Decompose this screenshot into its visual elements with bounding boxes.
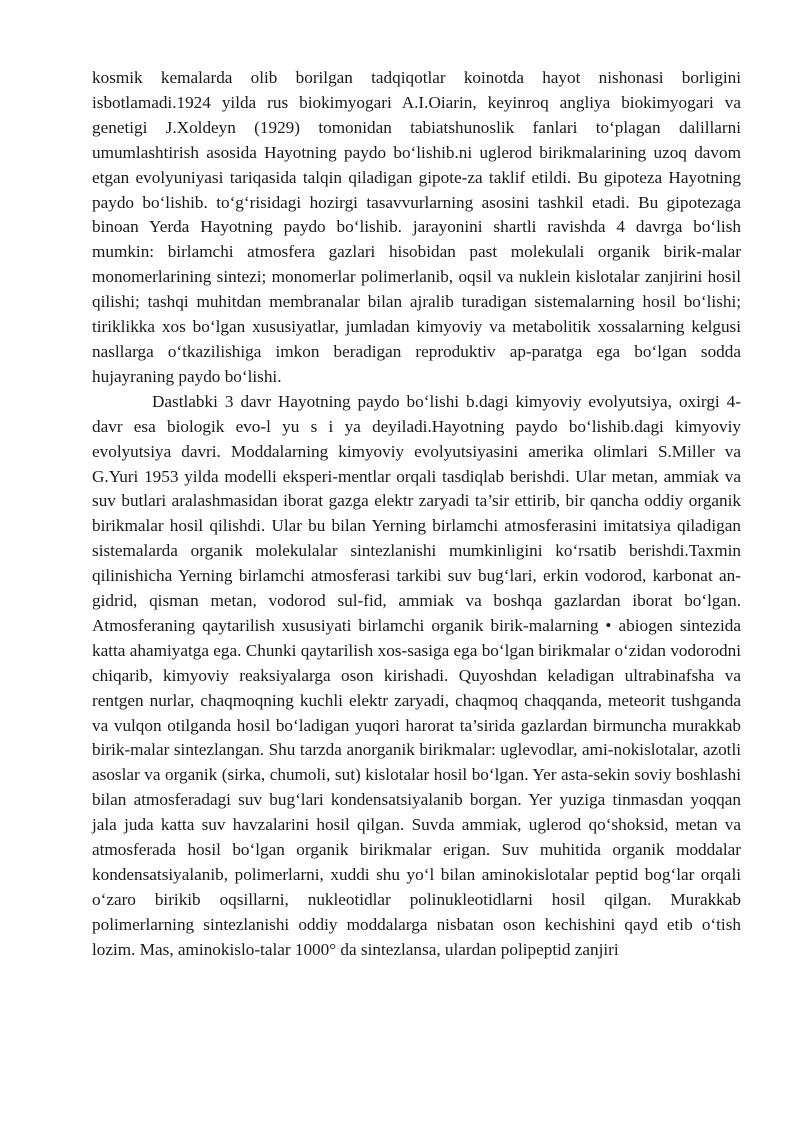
document-page [92,66,741,963]
paragraph-continuation: kosmik kemalarda olib borilgan tadqiqotlar koinotda hayot nishonasi borligini isbotlamadi.1924 yilda rus biokimyogari A.I.Oiarin, keyinroq angliya biokimyogari va genetigi J.Xoldeyn (1929) tomonidan tabiatshunoslik fanlari to‘plagan dalillarni umumlashtirish asosida Hayotning paydo bo‘lishib.ni uglerod birikmalarining uzoq davom etgan evolyuniyasi tariqasida talqin qiladigan gipote-za taklif etildi. Bu gipoteza Hayotning paydo bo‘lishib. to‘g‘risidagi hozirgi tasavvurlarning asosini tashkil etadi. Bu gipotezaga binoan Yerda Hayotning paydo bo‘lishib. jarayonini shartli ravishda 4 davrga bo‘lish mumkin: birlamchi atmosfera gazlari hisobidan past molekulali organik birik-malar monomerlarining sintezi; monomerlar polimerlanib, oqsil va nuklein kislotalar zanjirini hosil qilishi; tashqi muhitdan membranalar bilan ajralib turadigan sistemalarning hosil bo‘lishi; tiriklikka xos bo‘lgan xususiyatlar, jumladan kimyoviy va metabolitik xossalarning kelgusi nasllarga o‘tkazilishiga imkon beradigan reproduktiv ap-paratga ega bo‘lgan sodda hujayraning paydo bo‘lishi. [92,68,741,386]
paragraph-chemical-evolution: Dastlabki 3 davr Hayotning paydo bo‘lishi b.dagi kimyoviy evolyutsiya, oxirgi 4-davr esa biologik evo-l yu s i ya deyiladi.Hayotning paydo bo‘lishib.dagi kimyoviy evolyutsiya davri. Moddalarning kimyoviy evolyutsiyasini amerika olimlari S.Miller va G.Yuri 1953 yilda modelli eksperi-mentlar orqali tasdiqlab berishdi. Ular metan, ammiak va suv butlari aralashmasidan iborat gazga elektr zaryadi ta’sir ettirib, bir qancha oddiy organik birikmalar hosil qilishdi. Ular bu bilan Yerning birlamchi atmosferasini imitatsiya qiladigan sistemalarda organik molekulalar sintezlanishi mumkinligini ko‘rsatib berishdi.Taxmin qilinishicha Yerning birlamchi atmosferasi tarkibi suv bug‘lari, erkin vodorod, karbonat an-gidrid, qisman metan, vodorod sul-fid, ammiak va boshqa gazlardan iborat bo‘lgan. Atmosferaning qaytarilish xususiyati birlamchi organik birik-malarning • abiogen sintezida katta ahamiyatga ega. Chunki qaytarilish xos-sasiga ega bo‘lgan birikmalar o‘zidan vodorodni chiqarib, kimyoviy reaksiyalarga oson kirishadi. Quyoshdan keladigan ultrabinafsha va rentgen nurlar, chaqmoqning kuchli elektr zaryadi, chaqmoq chaqqanda, meteorit tushganda va vulqon otilganda hosil bo‘ladigan yuqori harorat ta’sirida gazlardan birmuncha murakkab birik-malar sintezlangan. Shu tarzda anorganik birikmalar: uglevodlar, ami-nokislotalar, azotli asoslar va organik (sirka, chumoli, sut) kislotalar hosil bo‘lgan. Yer asta-sekin soviy boshlashi bilan atmosferadagi suv bug‘lari kondensatsiyalanib borgan. Yer yuziga tinmasdan yoqqan jala juda katta suv havzalarini hosil qilgan. Suvda ammiak, uglerod qo‘shoksid, metan va atmosferada hosil bo‘lgan organik birikmalar erigan. Suv muhitida organik moddalar kondensatsiyalanib, polimerlarni, xuddi shu yo‘l bilan aminokislotalar peptid bog‘lar orqali o‘zaro birikib oqsillarni, nukleotidlar polinukleotidlarni hosil qilgan. Murakkab polimerlarning sintezlanishi oddiy moddalarga nisbatan oson kechishini qayd etib o‘tish lozim. Mas, aminokislo-talar 1000° da sintezlansa, ulardan polipeptid zanjiri [92,391,741,959]
